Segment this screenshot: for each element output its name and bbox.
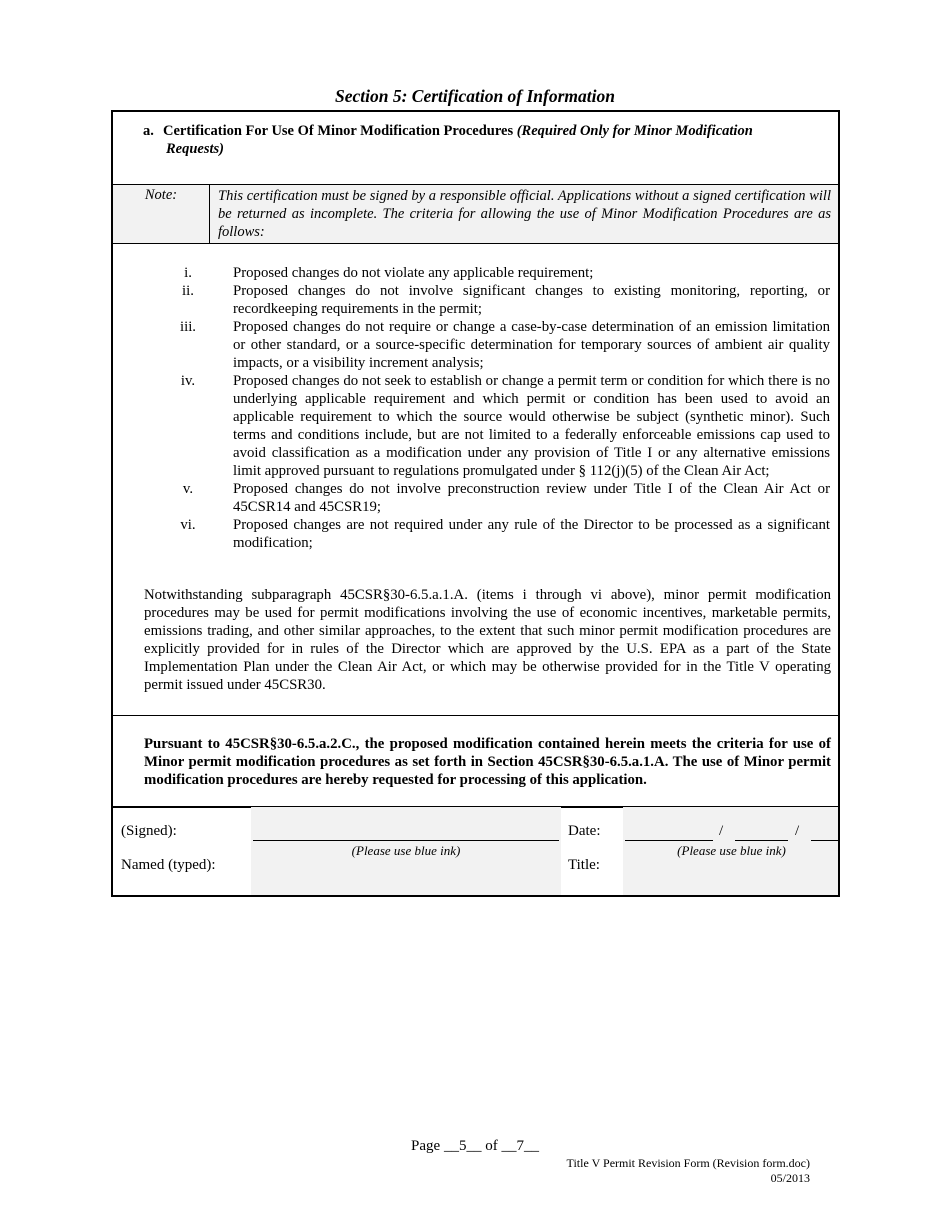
criteria-number: iv. [180,373,196,389]
criteria-number: v. [182,481,194,497]
section-a-heading [143,122,803,158]
criteria-item [113,282,838,318]
footer-form-name: Title V Permit Revision Form (Revision form.doc) [566,1156,810,1170]
page-footer [567,1156,810,1186]
note-label: Note: [113,185,210,243]
section-title: Section 5: Certification of Information [334,86,616,106]
criteria-item [113,318,838,372]
title-label: Title: [568,857,600,873]
page-current: __5__ [443,1138,482,1154]
criteria-list [113,264,838,552]
note-row [113,185,838,244]
date-label: Date: [568,823,601,839]
criteria-text: Proposed changes do not involve preconstruction review under Title I of the Clean Air Act or 45CSR14 and 45CSR19; [233,481,830,515]
pursuant-statement: Pursuant to 45CSR§30-6.5.a.2.C., the proposed modification contained herein meets the criteria for use of Minor permit modification procedures as set forth in Section 45CSR§30-6.5.a.1.A. The use of Minor permit modification procedures are hereby requested for processing of this application. [144,736,831,788]
date-hint: (Please use blue ink) [677,843,786,858]
criteria-text: Proposed changes are not required under any rule of the Director to be processed as a significant modification; [233,517,830,551]
date-month-line[interactable] [625,840,713,841]
section-a-header [113,112,838,185]
date-slash: / [795,823,800,839]
criteria-text: Proposed changes do not seek to establish or change a permit term or condition for which there is no underlying applicable requirement and which permit or condition has been used to avoid an applicable requirement to which the source would otherwise be subject (synthetic minor). Such terms and conditions include, but are not limited to a federally enforceable emissions cap used to avoid classification as a modification under any provision of Title I or any alternative emissions limit approved pursuant to regulations promulgated under § 112(j)(5) of the Clean Air Act; [233,373,830,479]
signature-hint: (Please use blue ink) [351,843,461,858]
section-a-qualifier: (Required Only for Minor Modification [516,123,753,139]
date-day-line[interactable] [735,840,788,841]
signature-line[interactable] [253,840,559,841]
criteria-number: ii. [182,283,194,299]
named-typed-label: Named (typed): [121,857,216,873]
note-text: This certification must be signed by a responsible official. Applications without a signed certification will be returned as incomplete. The criteria for allowing the use of Minor Modification Procedures are as follows: [218,188,831,240]
section-a-heading-text: Certification For Use Of Minor Modification Procedures [163,123,514,139]
criteria-number: iii. [179,319,197,335]
certification-form [111,110,840,897]
page-prefix: Page [411,1138,441,1154]
criteria-item [113,264,838,282]
date-year-line[interactable] [811,840,838,841]
signature-block [113,807,838,895]
page-total: __7__ [501,1138,539,1154]
page-of: of [485,1138,498,1154]
criteria-number: vi. [180,517,196,533]
pursuant-row [113,715,838,808]
criteria-text: Proposed changes do not violate any applicable requirement; [233,265,594,281]
section-a-qualifier-cont: Requests) [166,141,224,157]
criteria-item [113,480,838,516]
criteria-text: Proposed changes do not require or change a case-by-case determination of an emission limitation or other standard, or a source-specific determination for temporary sources of ambient air quality impacts, or a visibility increment analysis; [233,319,830,371]
criteria-text: Proposed changes do not involve significant changes to existing monitoring, reporting, or recordkeeping requirements in the permit; [233,283,830,317]
footer-date: 05/2013 [770,1171,810,1185]
date-slash: / [719,823,724,839]
section-a-label: a. [143,123,154,139]
notwithstanding-paragraph: Notwithstanding subparagraph 45CSR§30-6.5.a.1.A. (items i through vi above), minor permit modification procedures may be used for permit modifications involving the use of economic incentives, marketable permits, emissions trading, and other similar approaches, to the extent that such minor permit modification procedures are explicitly provided for in rules of the Director which are approved by the U.S. EPA as a part of the State Implementation Plan under the Clean Air Act, or which may be otherwise provided for in the Title V operating permit issued under 45CSR30. [144,587,831,693]
criteria-number: i. [184,265,192,281]
signed-label: (Signed): [121,823,177,839]
criteria-item [113,516,838,552]
page-number [0,1138,950,1155]
criteria-item [113,372,838,480]
